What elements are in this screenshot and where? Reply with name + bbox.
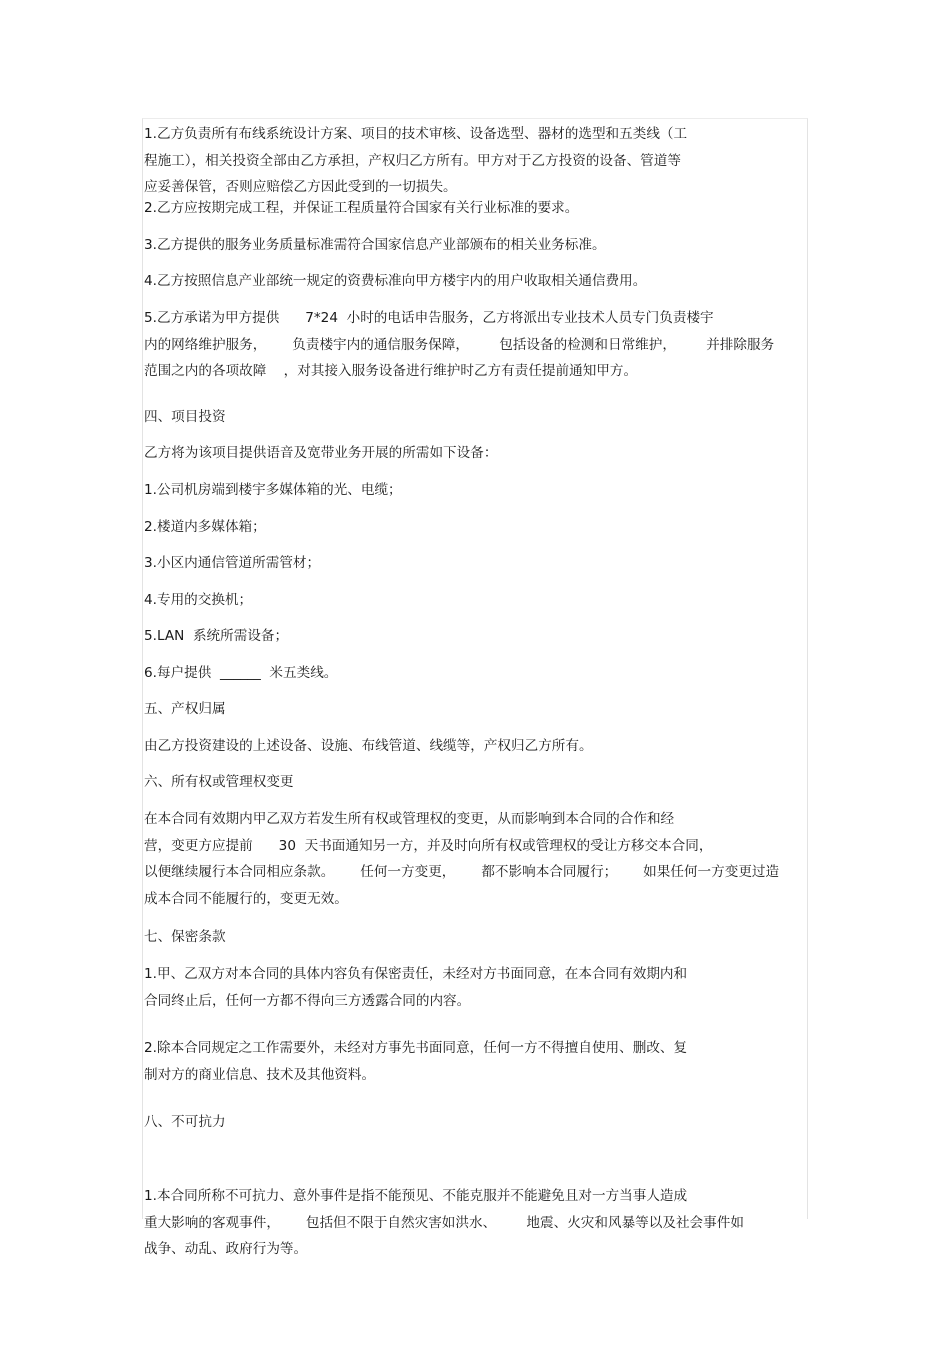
- paragraph-line: 成本合同不能履行的，变更无效。: [144, 890, 348, 907]
- paragraph-line: 六、所有权或管理权变更: [144, 774, 294, 790]
- paragraph-line: 1.甲、乙双方对本合同的具体内容负有保密责任，未经对方书面同意，在本合同有效期内和: [144, 966, 688, 982]
- paragraph-line: 4.专用的交换机；: [144, 592, 253, 608]
- paragraph: [144, 961, 687, 1014]
- paragraph-line: 七、保密条款: [144, 929, 226, 945]
- paragraph-line: 1.公司机房端到楼宇多媒体箱的光、电缆；: [144, 482, 402, 498]
- paragraph-line: 制对方的商业信息、技术及其他资料。: [144, 1066, 376, 1083]
- paragraph-line: 2.除本合同规定之工作需要外，未经对方事先书面同意，任何一方不得擅自使用、删改、复: [144, 1040, 688, 1056]
- paragraph-line: 3.乙方提供的服务业务质量标准需符合国家信息产业部颁布的相关业务标准。: [144, 237, 606, 253]
- paragraph-line: 3.小区内通信管道所需管材；: [144, 555, 321, 571]
- paragraph: [144, 623, 288, 650]
- paragraph-line: 1.本合同所称不可抗力、意外事件是指不能预见、不能克服并不能避免且对一方当事人造成: [144, 1188, 688, 1204]
- paragraph-line: 6.每户提供 ______ 米五类线。: [144, 665, 338, 681]
- paragraph-line: 四、项目投资: [144, 409, 226, 425]
- paragraph-line: 以便继续履行本合同相应条款。 任何一方变更， 都不影响本合同履行； 如果任何一方变更过造: [144, 864, 780, 880]
- paragraph-line: 合同终止后，任何一方都不得向三方透露合同的内容。: [144, 992, 471, 1009]
- paragraph-line: 营，变更方应提前 30 天书面通知另一方，并及时向所有权或管理权的受让方移交本合同，: [144, 837, 713, 854]
- paragraph: [144, 733, 593, 760]
- paragraph: [144, 121, 687, 201]
- paragraph: [144, 1183, 744, 1263]
- paragraph: [144, 924, 226, 951]
- paragraph: [144, 268, 646, 295]
- paragraph-line: 2.乙方应按期完成工程，并保证工程质量符合国家有关行业标准的要求。: [144, 200, 579, 216]
- paragraph: [144, 660, 337, 687]
- paragraph: [144, 477, 402, 504]
- paragraph-line: 重大影响的客观事件， 包括但不限于自然灾害如洪水、 地震、火灾和风暴等以及社会事件如: [144, 1214, 744, 1231]
- paragraph: [144, 1035, 687, 1088]
- paragraph: [144, 232, 606, 259]
- paragraph: [144, 514, 266, 541]
- paragraph-line: 5.LAN 系统所需设备；: [144, 628, 289, 644]
- paragraph: [144, 404, 226, 431]
- paragraph-line: 5.乙方承诺为甲方提供 7*24 小时的电话申告服务，乙方将派出专业技术人员专门负责楼宇: [144, 310, 714, 326]
- paragraph-line: 4.乙方按照信息产业部统一规定的资费标准向甲方楼宇内的用户收取相关通信费用。: [144, 273, 647, 289]
- paragraph-line: 八、不可抗力: [144, 1114, 226, 1130]
- paragraph: [144, 440, 497, 467]
- paragraph: [144, 1109, 226, 1136]
- paragraph-line: 程施工），相关投资全部由乙方承担，产权归乙方所有。甲方对于乙方投资的设备、管道等: [144, 152, 681, 169]
- paragraph-line: 2.楼道内多媒体箱；: [144, 519, 266, 535]
- paragraph-line: 范围之内的各项故障 ，对其接入服务设备进行维护时乙方有责任提前通知甲方。: [144, 363, 638, 379]
- paragraph-line: 乙方将为该项目提供语音及宽带业务开展的所需如下设备：: [144, 445, 498, 461]
- paragraph-line: 应妥善保管，否则应赔偿乙方因此受到的一切损失。: [144, 179, 457, 195]
- paragraph: [144, 305, 774, 385]
- paragraph: [144, 696, 226, 723]
- paragraph: [144, 806, 779, 912]
- paragraph-line: 在本合同有效期内甲乙双方若发生所有权或管理权的变更，从而影响到本合同的合作和经: [144, 811, 675, 827]
- paragraph: [144, 195, 578, 222]
- paragraph-line: 由乙方投资建设的上述设备、设施、布线管道、线缆等，产权归乙方所有。: [144, 738, 593, 754]
- paragraph-line: 1.乙方负责所有布线系统设计方案、项目的技术审核、设备选型、器材的选型和五类线（工: [144, 126, 688, 142]
- paragraph: [144, 587, 252, 614]
- paragraph: [144, 550, 320, 577]
- paragraph-line: 内的网络维护服务， 负责楼宇内的通信服务保障， 包括设备的检测和日常维护， 并排除服务: [144, 336, 775, 353]
- paragraph-line: 战争、动乱、政府行为等。: [144, 1241, 308, 1257]
- paragraph-line: 五、产权归属: [144, 701, 226, 717]
- paragraph: [144, 769, 294, 796]
